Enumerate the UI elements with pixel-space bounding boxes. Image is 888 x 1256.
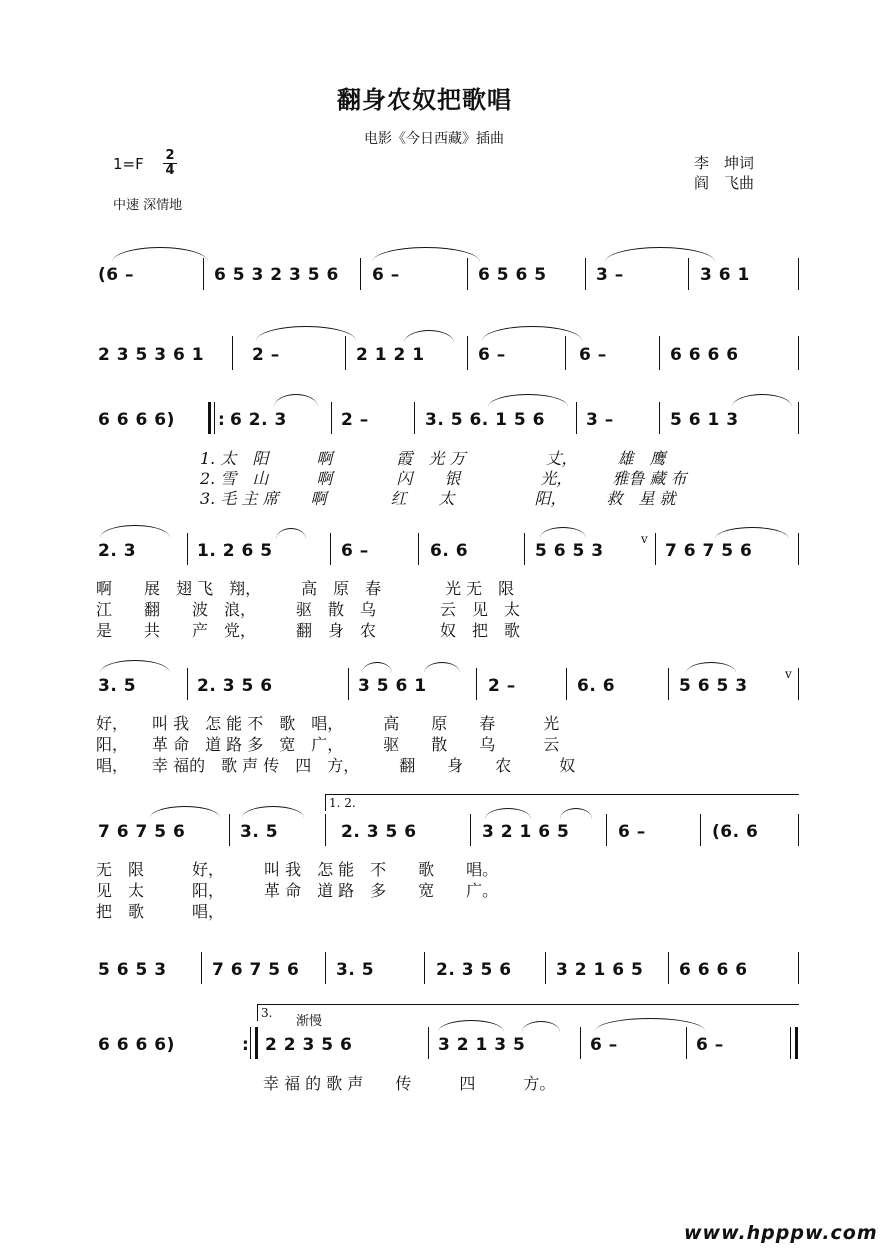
measure: 6 –	[372, 265, 400, 285]
bar-line	[524, 533, 525, 565]
bar-line	[418, 533, 419, 565]
measure: 3 6 1	[700, 265, 750, 285]
measure: 3 2 1 6 5	[482, 822, 570, 842]
measure: 6 –	[478, 345, 506, 365]
final-bar	[790, 1027, 791, 1059]
lyric-line: 2. 雪 山 啊 闪 银 光， 雅鲁 藏 布	[200, 469, 687, 488]
bar-line	[545, 952, 546, 984]
slur	[372, 247, 480, 262]
measure: 2. 3	[98, 541, 137, 561]
slur	[404, 330, 454, 343]
measure: 2 2 3 5 6	[265, 1035, 353, 1055]
measure: (6. 6	[712, 822, 759, 842]
bar-line	[580, 1027, 581, 1059]
measure: 5 6 5 3	[535, 541, 604, 561]
bar-line	[566, 668, 567, 700]
repeat-start-bar	[208, 402, 211, 434]
bar-line	[201, 952, 202, 984]
lyric-line: 阳， 革 命 道 路 多 宽 广， 驱 散 乌 云	[96, 735, 560, 754]
lyricist: 李 坤词	[694, 154, 755, 172]
measure: 2 1 2 1	[356, 345, 425, 365]
bar-line	[798, 668, 799, 700]
measure: 2 –	[488, 676, 516, 696]
slur	[686, 662, 736, 673]
slur	[438, 1020, 504, 1032]
measure: 6. 6	[430, 541, 469, 561]
bar-line	[325, 952, 326, 984]
bar-line	[250, 1027, 251, 1059]
measure: 3 –	[596, 265, 624, 285]
lyric-line: 3. 毛 主 席 啊 红 太 阳， 救 星 就	[200, 489, 676, 508]
measure: 3. 5 6. 1 5 6	[425, 410, 545, 430]
slur	[482, 326, 582, 341]
lyric-line: 无 限 好， 叫 我 怎 能 不 歌 唱。	[96, 860, 499, 879]
bar-line	[345, 336, 346, 370]
measure: 2 3 5 3 6 1	[98, 345, 205, 365]
bar-line	[668, 952, 669, 984]
measure: 6 6 6 6)	[98, 410, 175, 430]
slur	[276, 528, 306, 539]
measure: 3 2 1 6 5	[556, 960, 644, 980]
time-signature-bottom: 4	[165, 163, 175, 178]
lyric-line: 1. 太 阳 啊 霞 光 万 丈， 雄 鹰	[200, 449, 666, 468]
bar-line	[798, 402, 799, 434]
bar-line	[187, 668, 188, 700]
composer: 阎 飞曲	[694, 174, 755, 192]
bar-line	[414, 402, 415, 434]
measure: 5 6 5 3	[98, 960, 167, 980]
measure: 3 –	[586, 410, 614, 430]
bar-line	[331, 402, 332, 434]
bar-line	[686, 1027, 687, 1059]
measure: 6 –	[579, 345, 607, 365]
measure: 1. 2 6 5	[197, 541, 273, 561]
bar-line	[798, 952, 799, 984]
time-signature-top: 2	[163, 149, 177, 164]
measure: 7 6 7 5 6	[98, 822, 186, 842]
song-title: 翻身农奴把歌唱	[337, 85, 512, 114]
measure: 3 2 1 3 5	[438, 1035, 526, 1055]
lyric-line: 是 共 产 党， 翻 身 农 奴 把 歌	[96, 621, 521, 640]
measure: 2. 3 5 6	[197, 676, 273, 696]
measure: 6 6 6 6	[679, 960, 748, 980]
bar-line	[576, 402, 577, 434]
bar-line	[655, 533, 656, 565]
measure: 5 6 5 3	[679, 676, 748, 696]
bar-line	[659, 336, 660, 370]
volta-label-third: 3.	[261, 1006, 273, 1020]
bar-line	[232, 336, 233, 370]
measure: 6 6 6 6	[670, 345, 739, 365]
lyric-line: 好， 叫 我 怎 能 不 歌 唱， 高 原 春 光	[96, 714, 560, 733]
lyric-line: 江 翻 波 浪， 驱 散 乌 云 见 太	[96, 600, 521, 619]
bar-line	[214, 402, 215, 434]
slur	[100, 525, 170, 538]
slur	[256, 326, 356, 341]
time-signature	[163, 149, 177, 178]
bar-line	[476, 668, 477, 700]
tempo-change: 渐慢	[296, 1014, 323, 1029]
measure: 2 –	[341, 410, 369, 430]
measure: 6. 6	[577, 676, 616, 696]
lyric-line: 唱， 幸 福的 歌 声 传 四 方， 翻 身 农 奴	[96, 756, 576, 775]
bar-line	[360, 258, 361, 290]
measure: 6 –	[590, 1035, 618, 1055]
slur	[362, 662, 392, 673]
bar-line	[467, 336, 468, 370]
final-bar-thick	[795, 1027, 798, 1059]
bar-line	[659, 402, 660, 434]
bar-line	[325, 814, 326, 846]
slur	[274, 394, 318, 407]
bar-line	[798, 258, 799, 290]
bar-line	[798, 533, 799, 565]
measure: 6 6 6 6)	[98, 1035, 175, 1055]
slur	[112, 247, 208, 262]
volta-bracket-first	[325, 794, 799, 811]
measure: 6 5 3 2 3 5 6	[214, 265, 339, 285]
measure: 6 –	[341, 541, 369, 561]
repeat-dots: :	[242, 1035, 250, 1055]
watermark: www.hpppw.com	[684, 1222, 878, 1244]
bar-line	[428, 1027, 429, 1059]
bar-line	[467, 258, 468, 290]
measure: 6 –	[696, 1035, 724, 1055]
slur	[242, 806, 304, 818]
measure: 3. 5	[336, 960, 375, 980]
key-signature: 1=F	[113, 155, 144, 173]
lyric-line: 把 歌 唱，	[96, 902, 225, 921]
bar-line	[700, 814, 701, 846]
repeat-end-bar	[255, 1027, 258, 1059]
tempo-marking: 中速 深情地	[113, 198, 183, 213]
measure: (6 –	[98, 265, 135, 285]
slur	[715, 527, 789, 539]
bar-line	[424, 952, 425, 984]
measure: 7 6 7 5 6	[212, 960, 300, 980]
repeat-dots: :	[218, 410, 226, 430]
slur	[100, 660, 170, 673]
measure: 3. 5	[98, 676, 137, 696]
measure: 2. 3 5 6	[341, 822, 417, 842]
measure: 6 2. 3	[230, 410, 287, 430]
bar-line	[187, 533, 188, 565]
bar-line	[798, 814, 799, 846]
measure: 7 6 7 5 6	[665, 541, 753, 561]
bar-line	[606, 814, 607, 846]
bar-line	[203, 258, 204, 290]
bar-line	[585, 258, 586, 290]
slur	[424, 662, 460, 673]
slur	[540, 527, 586, 538]
slur	[605, 247, 715, 262]
slur	[488, 394, 568, 407]
slur	[732, 394, 792, 407]
bar-line	[470, 814, 471, 846]
bar-line	[229, 814, 230, 846]
slur	[150, 806, 220, 818]
measure: 6 –	[618, 822, 646, 842]
volta-bracket-third	[257, 1004, 799, 1021]
measure: 3. 5	[240, 822, 279, 842]
bar-line	[348, 668, 349, 700]
bar-line	[688, 258, 689, 290]
breath-mark: v	[641, 532, 648, 546]
measure: 2. 3 5 6	[436, 960, 512, 980]
song-subtitle: 电影《今日西藏》插曲	[364, 131, 504, 147]
lyric-line: 幸 福 的 歌 声 传 四 方。	[263, 1074, 556, 1093]
bar-line	[565, 336, 566, 370]
measure: 5 6 1 3	[670, 410, 739, 430]
lyric-line: 见 太 阳， 革 命 道 路 多 宽 广。	[96, 881, 499, 900]
lyric-line: 啊 展 翅 飞 翔， 高 原 春 光 无 限	[96, 579, 515, 598]
bar-line	[330, 533, 331, 565]
measure: 6 5 6 5	[478, 265, 547, 285]
measure: 3 5 6 1	[358, 676, 427, 696]
bar-line	[668, 668, 669, 700]
slur	[522, 1021, 560, 1032]
breath-mark: v	[785, 667, 792, 681]
bar-line	[798, 336, 799, 370]
measure: 2 –	[252, 345, 280, 365]
volta-label-first: 1. 2.	[329, 796, 356, 810]
